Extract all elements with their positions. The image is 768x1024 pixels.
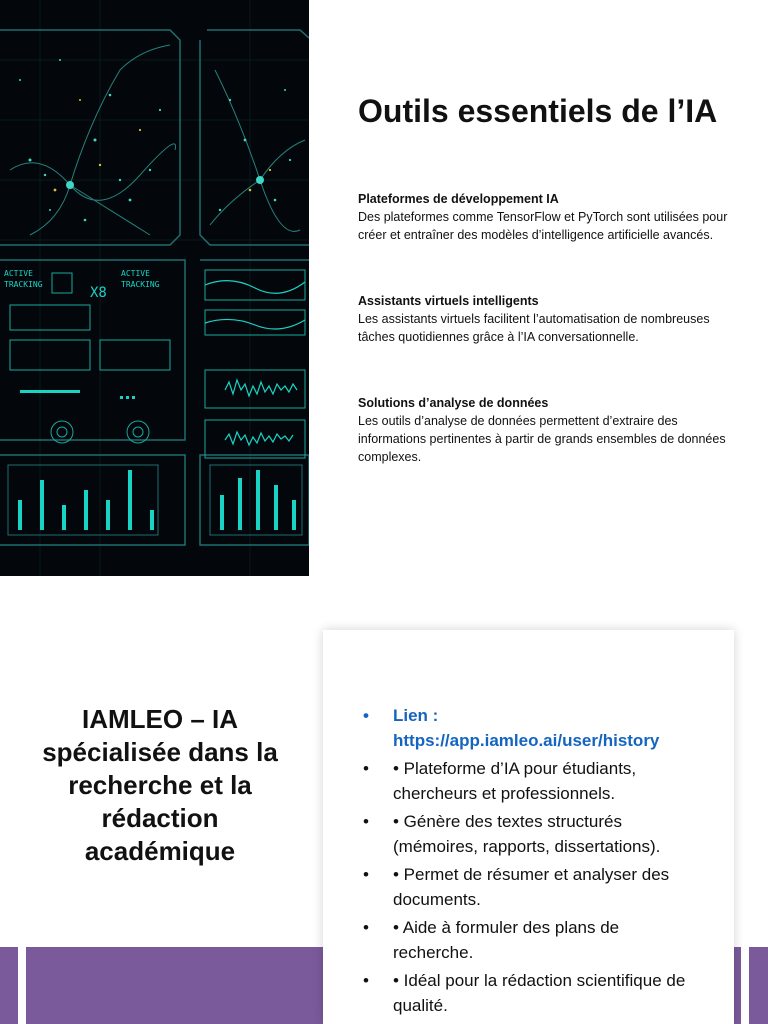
accent-line-left xyxy=(18,947,20,1024)
list-item-text: • Génère des textes structurés (mémoires, rapports, dissertations). xyxy=(393,812,661,856)
list-item-text: • Plateforme d’IA pour étudiants, chercheurs et professionnels. xyxy=(393,759,637,803)
list-item-text: • Idéal pour la rédaction scientifique de qualité. xyxy=(393,971,686,1015)
section-text: Les assistants virtuels facilitent l’automatisation de nombreuses tâches quotidiennes grâce à l’IA conversationnelle. xyxy=(358,312,710,344)
bullet-list xyxy=(363,704,703,1022)
list-item xyxy=(363,863,703,912)
section-platforms xyxy=(358,190,728,244)
link-text[interactable]: Lien : https://app.iamleo.ai/user/history xyxy=(393,706,660,750)
hud-label-tracking-right: TRACKING xyxy=(121,280,160,289)
bullet-dot: • xyxy=(363,706,369,725)
slide-1-title: Outils essentiels de l’IA xyxy=(358,93,718,129)
list-item xyxy=(363,810,703,859)
link-item[interactable] xyxy=(363,704,703,753)
slide-2 xyxy=(0,600,768,1024)
section-title: Solutions d’analyse de données xyxy=(358,396,549,410)
list-item xyxy=(363,969,703,1018)
bullet-dot: • xyxy=(363,971,369,990)
list-item xyxy=(363,757,703,806)
slide-2-title: IAMLEO – IA spécialisée dans la recherche et la rédaction académique xyxy=(42,704,278,866)
hud-label-x8: X8 xyxy=(90,285,107,301)
hud-label-tracking-left: TRACKING xyxy=(4,280,43,289)
bullet-dot: • xyxy=(363,918,369,937)
section-assistants xyxy=(358,292,728,346)
list-item xyxy=(363,916,703,965)
section-data-analysis xyxy=(358,394,728,466)
list-item-text: • Permet de résumer et analyser des documents. xyxy=(393,865,670,909)
section-title: Plateformes de développement IA xyxy=(358,192,559,206)
section-text: Les outils d’analyse de données permettent d’extraire des informations pertinentes à partir de grands ensembles de données complexes. xyxy=(358,414,726,464)
bullet-dot: • xyxy=(363,759,369,778)
content-card xyxy=(323,630,734,1024)
hud-label-active-left: ACTIVE xyxy=(4,269,33,278)
accent-line-right xyxy=(747,947,749,1024)
bullet-dot: • xyxy=(363,812,369,831)
section-text: Des plateformes comme TensorFlow et PyTorch sont utilisées pour créer et entraîner des modèles d’intelligence artificielle avancés. xyxy=(358,210,728,242)
ai-hud-image xyxy=(0,0,309,576)
list-item-text: • Aide à formuler des plans de recherche. xyxy=(393,918,620,962)
section-title: Assistants virtuels intelligents xyxy=(358,294,539,308)
bullet-dot: • xyxy=(363,865,369,884)
hud-label-active-right: ACTIVE xyxy=(121,269,150,278)
